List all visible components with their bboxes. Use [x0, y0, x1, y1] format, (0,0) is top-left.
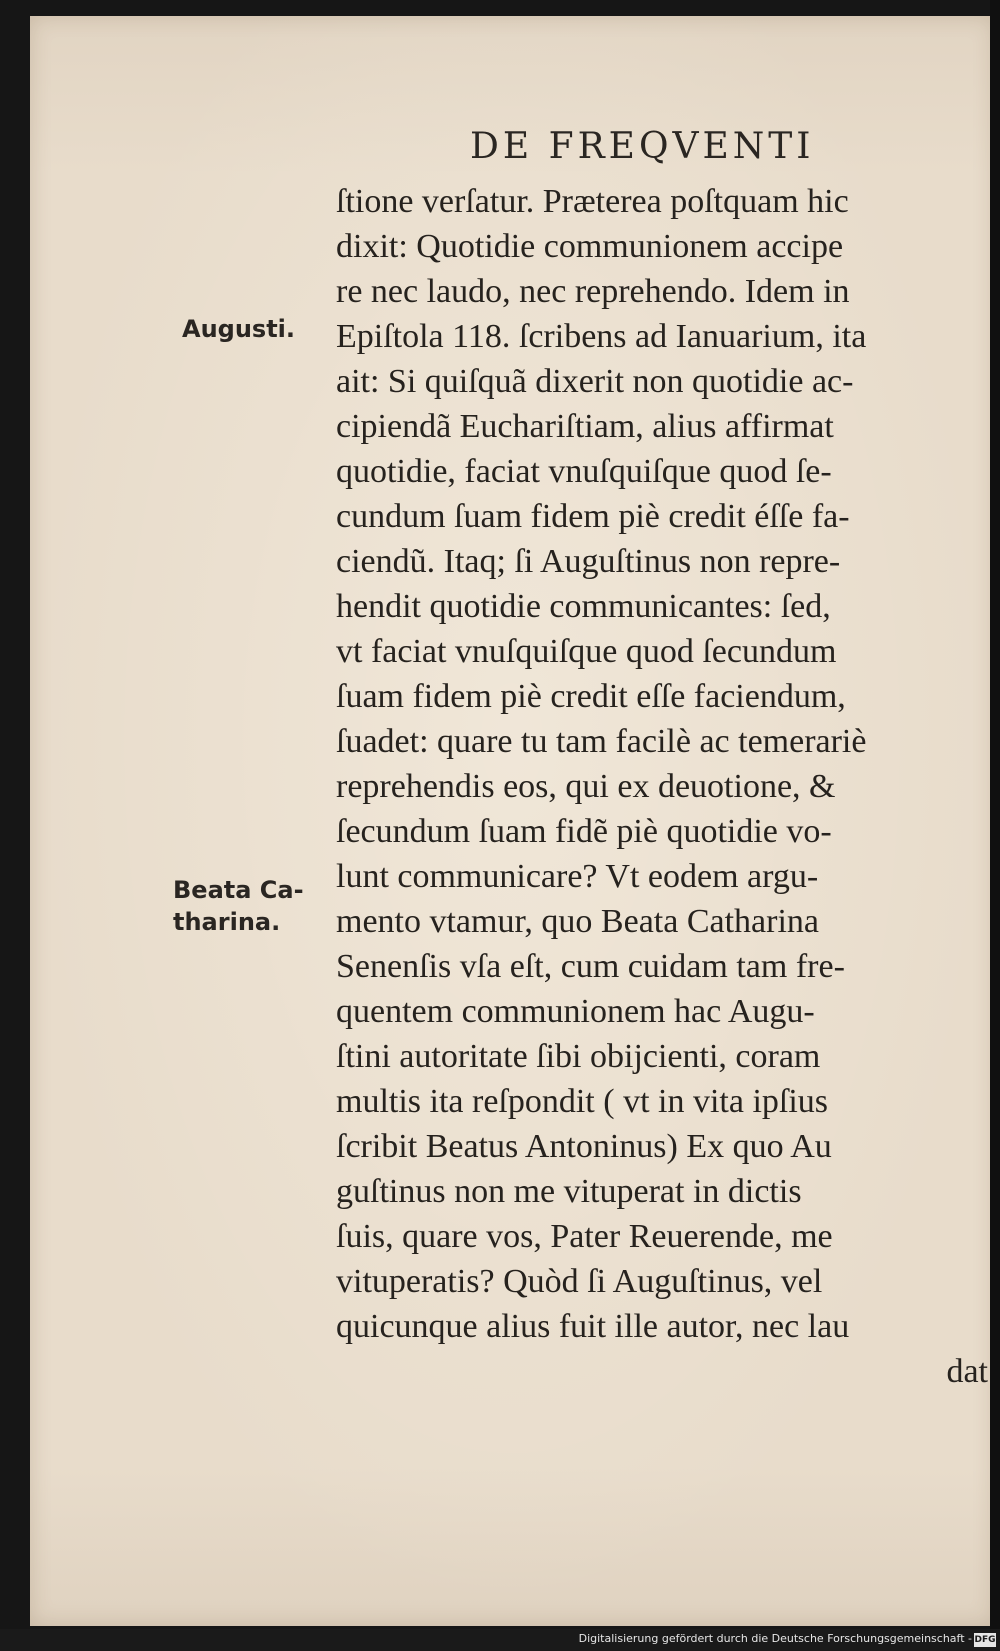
catchword: dat	[946, 1353, 988, 1390]
text-line: dixit: Quotidie communionem accipe	[336, 228, 844, 265]
margin-note-beata-catharina	[173, 874, 304, 938]
text-line: re nec laudo, nec reprehendo. Idem in	[336, 273, 850, 310]
running-title: DE FREQVENTI	[470, 126, 815, 167]
margin-note-augusti: Augusti.	[182, 315, 296, 343]
footer-bar	[0, 1629, 1000, 1651]
text-line: ſuis, quare vos, Pater Reuerende, me	[336, 1218, 833, 1255]
text-line: ſcribit Beatus Antoninus) Ex quo Au	[336, 1128, 832, 1165]
text-line: quotidie, faciat vnuſquiſque quod ſe-	[336, 453, 832, 490]
text-line: vt faciat vnuſquiſque quod ſecundum	[336, 633, 837, 670]
text-line: lunt communicare? Vt eodem argu-	[336, 858, 819, 895]
book-page	[30, 16, 994, 1626]
margin-note-line: Beata Ca-	[173, 876, 304, 904]
text-line: ſtini autoritate ſibi obijcienti, coram	[336, 1038, 821, 1075]
margin-note-line: tharina.	[173, 908, 281, 936]
text-line: ſuam fidem piè credit eſſe faciendum,	[336, 678, 846, 715]
text-line: ciendũ. Itaq; ſi Auguſtinus non repre-	[336, 543, 841, 580]
text-line: reprehendis eos, qui ex deuotione, &	[336, 768, 836, 805]
text-line: cundum ſuam fidem piè credit éſſe fa-	[336, 498, 850, 535]
footer-credit: Digitalisierung gefördert durch die Deutsche Forschungsgemeinschaft -	[578, 1632, 972, 1645]
text-line: Epiſtola 118. ſcribens ad Ianuarium, ita	[336, 318, 867, 355]
text-line: guſtinus non me vituperat in dictis	[336, 1173, 802, 1210]
text-line: ſtione verſatur. Præterea poſtquam hic	[336, 183, 849, 220]
text-line: vituperatis? Quòd ſi Auguſtinus, vel	[336, 1263, 823, 1300]
text-line: hendit quotidie communicantes: ſed,	[336, 588, 831, 625]
text-line: quicunque alius fuit ille autor, nec lau	[336, 1308, 850, 1345]
text-line: mento vtamur, quo Beata Catharina	[336, 903, 819, 940]
dfg-logo: DFG	[974, 1635, 996, 1645]
body-text-block	[336, 179, 996, 1394]
text-line: Senenſis vſa eſt, cum cuidam tam fre-	[336, 948, 845, 985]
text-line: ſuadet: quare tu tam facilè ac temerariè	[336, 723, 867, 760]
text-line: cipiendã Euchariſtiam, alius affirmat	[336, 408, 834, 445]
text-line: multis ita reſpondit ( vt in vita ipſius	[336, 1083, 829, 1120]
scan-edge	[990, 0, 1000, 1651]
text-line: ſecundum ſuam fidẽ piè quotidie vo-	[336, 813, 832, 850]
text-line: quentem communionem hac Augu-	[336, 993, 815, 1030]
text-line: ait: Si quiſquã dixerit non quotidie ac-	[336, 363, 854, 400]
